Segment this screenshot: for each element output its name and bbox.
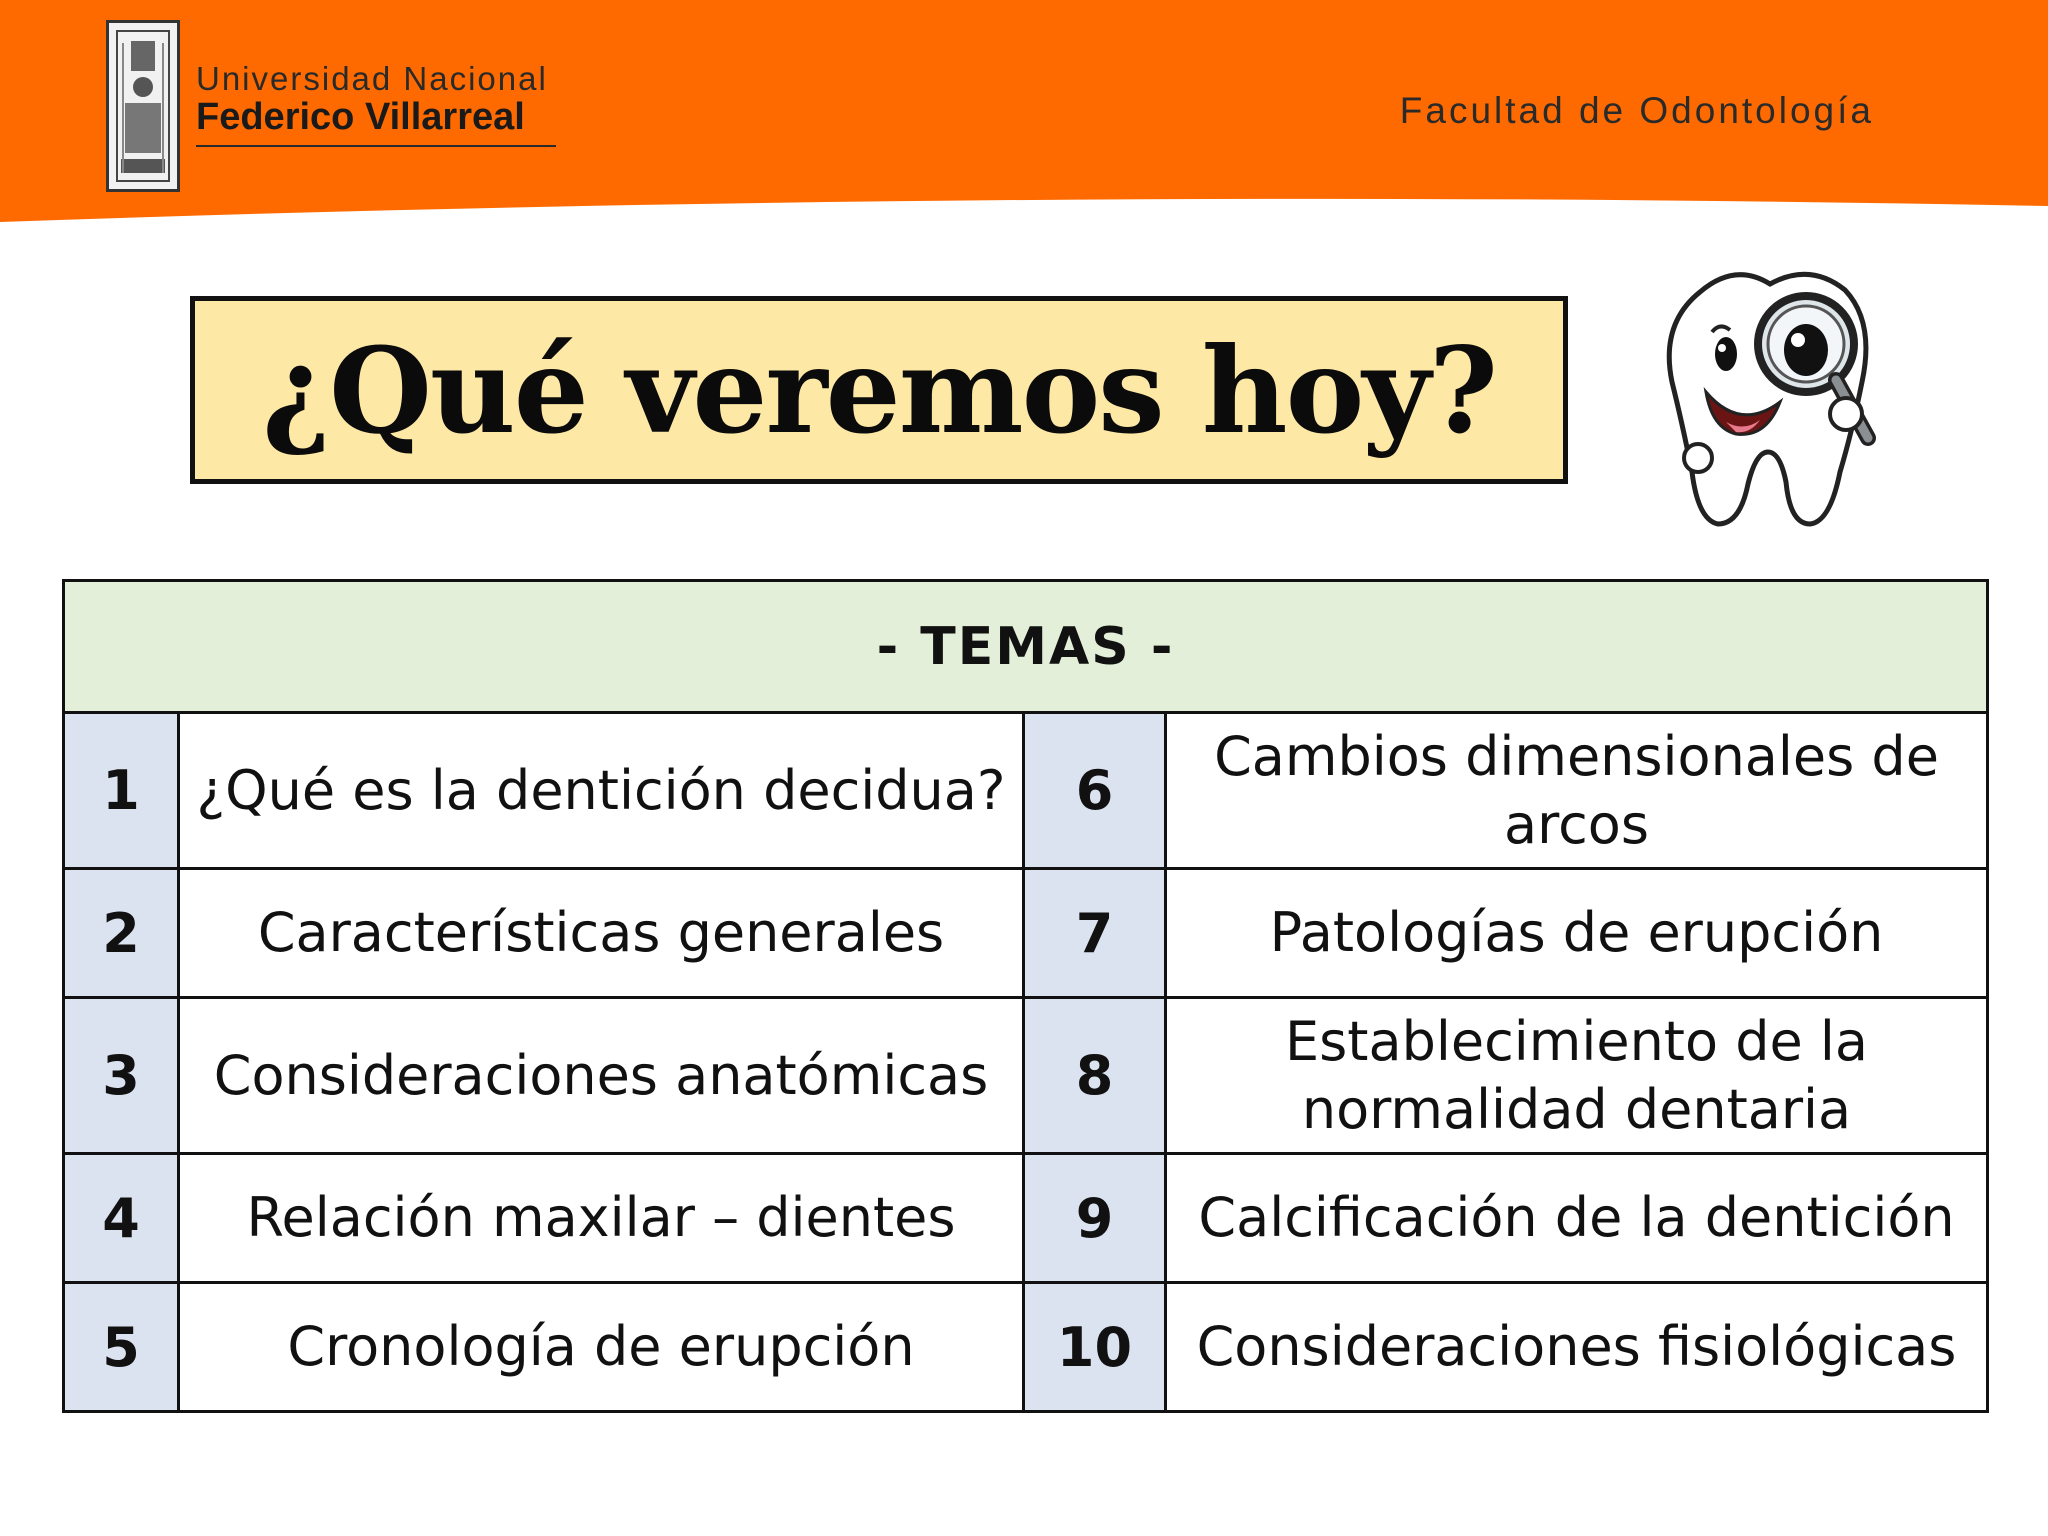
topic-number: 1: [64, 713, 179, 869]
topics-header: - TEMAS -: [64, 581, 1988, 713]
topic-text: Patologías de erupción: [1166, 869, 1988, 998]
page-title: ¿Qué veremos hoy?: [261, 320, 1497, 460]
topic-text: Cronología de erupción: [179, 1283, 1024, 1412]
topics-table: [62, 579, 1989, 1413]
topic-number: 7: [1024, 869, 1166, 998]
topic-number: 9: [1024, 1154, 1166, 1283]
topic-number: 3: [64, 998, 179, 1154]
university-crest-icon: [106, 20, 180, 192]
header-band: [0, 0, 2048, 225]
topic-text: Consideraciones anatómicas: [179, 998, 1024, 1154]
table-row: [64, 1283, 1988, 1412]
university-underline: [196, 145, 556, 147]
topic-text: Características generales: [179, 869, 1024, 998]
topic-number: 4: [64, 1154, 179, 1283]
topic-number: 8: [1024, 998, 1166, 1154]
topic-text: Calcificación de la dentición: [1166, 1154, 1988, 1283]
topic-text: Relación maxilar – dientes: [179, 1154, 1024, 1283]
topic-number: 6: [1024, 713, 1166, 869]
topic-number: 2: [64, 869, 179, 998]
faculty-name: Facultad de Odontología: [1399, 90, 1874, 131]
topic-number: 10: [1024, 1283, 1166, 1412]
topic-text: Consideraciones fisiológicas: [1166, 1283, 1988, 1412]
table-row: [64, 713, 1988, 869]
title-banner: [190, 296, 1568, 484]
topic-text: Establecimiento de la normalidad dentaria: [1166, 998, 1988, 1154]
table-row: [64, 869, 1988, 998]
university-name-line2: Federico Villarreal: [196, 96, 525, 138]
table-row: [64, 998, 1988, 1154]
tooth-magnifier-mascot-icon: [1640, 262, 1900, 538]
topic-text: Cambios dimensionales de arcos: [1166, 713, 1988, 869]
topic-text: ¿Qué es la dentición decidua?: [179, 713, 1024, 869]
table-row: [64, 1154, 1988, 1283]
university-name-line1: Universidad Nacional: [196, 60, 548, 97]
topic-number: 5: [64, 1283, 179, 1412]
